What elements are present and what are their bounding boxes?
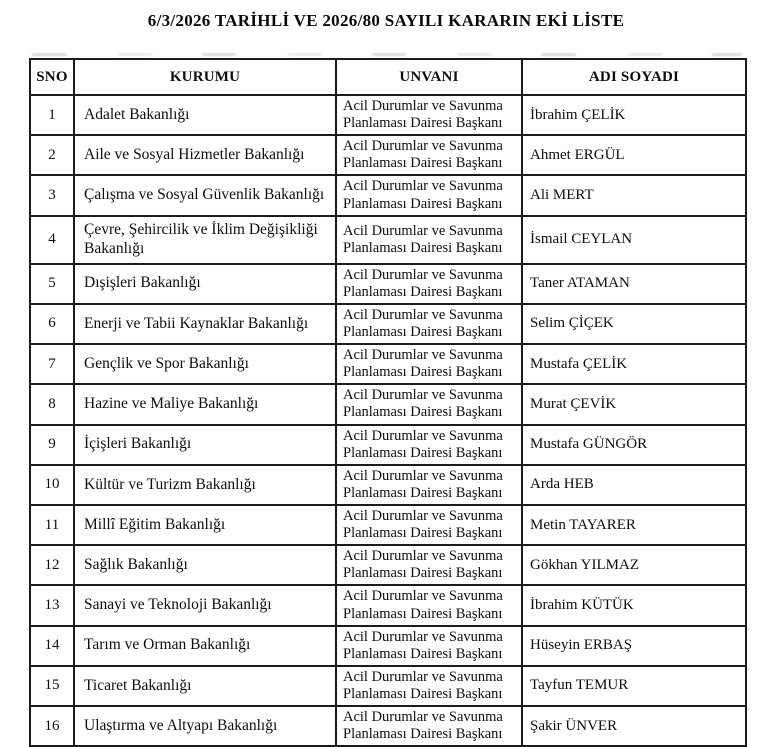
cell-kurumu: Ticaret Bakanlığı [74, 666, 336, 706]
cell-adi-soyadi: Taner ATAMAN [522, 264, 746, 304]
cell-sno: 8 [30, 384, 74, 424]
cell-kurumu: Hazine ve Maliye Bakanlığı [74, 384, 336, 424]
cell-unvani: Acil Durumlar ve Savunma Planlaması Dairesi Başkanı [336, 626, 522, 666]
cell-kurumu: Enerji ve Tabii Kaynaklar Bakanlığı [74, 304, 336, 344]
cell-kurumu: Sanayi ve Teknoloji Bakanlığı [74, 585, 336, 625]
table-row [30, 626, 746, 666]
cell-kurumu: Tarım ve Orman Bakanlığı [74, 626, 336, 666]
cell-unvani: Acil Durumlar ve Savunma Planlaması Dairesi Başkanı [336, 706, 522, 746]
cell-unvani: Acil Durumlar ve Savunma Planlaması Dairesi Başkanı [336, 505, 522, 545]
cell-unvani: Acil Durumlar ve Savunma Planlaması Dairesi Başkanı [336, 425, 522, 465]
cell-kurumu: Kültür ve Turizm Bakanlığı [74, 465, 336, 505]
table-row [30, 585, 746, 625]
header-adi-soyadi: ADI SOYADI [522, 59, 746, 95]
cell-unvani: Acil Durumlar ve Savunma Planlaması Dairesi Başkanı [336, 545, 522, 585]
table-row [30, 666, 746, 706]
cell-sno: 3 [30, 175, 74, 215]
cell-adi-soyadi: Mustafa GÜNGÖR [522, 425, 746, 465]
cell-adi-soyadi: Mustafa ÇELİK [522, 344, 746, 384]
cell-sno: 5 [30, 264, 74, 304]
cell-sno: 7 [30, 344, 74, 384]
table-row [30, 706, 746, 746]
cell-unvani: Acil Durumlar ve Savunma Planlaması Dairesi Başkanı [336, 344, 522, 384]
cell-sno: 12 [30, 545, 74, 585]
cell-adi-soyadi: Şakir ÜNVER [522, 706, 746, 746]
cell-unvani: Acil Durumlar ve Savunma Planlaması Dairesi Başkanı [336, 585, 522, 625]
table-row [30, 216, 746, 264]
cell-adi-soyadi: İsmail CEYLAN [522, 216, 746, 264]
cell-unvani: Acil Durumlar ve Savunma Planlaması Dairesi Başkanı [336, 135, 522, 175]
table-row [30, 545, 746, 585]
table-row [30, 95, 746, 135]
cell-adi-soyadi: Tayfun TEMUR [522, 666, 746, 706]
table-row [30, 344, 746, 384]
table-row [30, 135, 746, 175]
cell-unvani: Acil Durumlar ve Savunma Planlaması Dairesi Başkanı [336, 465, 522, 505]
cell-kurumu: Çevre, Şehircilik ve İklim Değişikliği Bakanlığı [74, 216, 336, 264]
cell-unvani: Acil Durumlar ve Savunma Planlaması Dairesi Başkanı [336, 264, 522, 304]
table-header-row [30, 59, 746, 95]
cell-kurumu: Aile ve Sosyal Hizmetler Bakanlığı [74, 135, 336, 175]
table-row [30, 175, 746, 215]
cell-kurumu: Dışişleri Bakanlığı [74, 264, 336, 304]
cell-sno: 15 [30, 666, 74, 706]
cell-unvani: Acil Durumlar ve Savunma Planlaması Dairesi Başkanı [336, 216, 522, 264]
table-row [30, 264, 746, 304]
cell-sno: 2 [30, 135, 74, 175]
scan-artifact [32, 53, 742, 56]
header-unvani: UNVANI [336, 59, 522, 95]
document-title: 6/3/2026 TARİHLİ VE 2026/80 SAYILI KARARIN EKİ LİSTE [147, 11, 625, 30]
cell-sno: 6 [30, 304, 74, 344]
cell-sno: 1 [30, 95, 74, 135]
cell-kurumu: Sağlık Bakanlığı [74, 545, 336, 585]
cell-adi-soyadi: Gökhan YILMAZ [522, 545, 746, 585]
cell-adi-soyadi: Metin TAYARER [522, 505, 746, 545]
cell-adi-soyadi: Hüseyin ERBAŞ [522, 626, 746, 666]
cell-sno: 11 [30, 505, 74, 545]
cell-sno: 16 [30, 706, 74, 746]
cell-unvani: Acil Durumlar ve Savunma Planlaması Dairesi Başkanı [336, 666, 522, 706]
cell-unvani: Acil Durumlar ve Savunma Planlaması Dairesi Başkanı [336, 384, 522, 424]
table-row [30, 425, 746, 465]
cell-sno: 14 [30, 626, 74, 666]
cell-adi-soyadi: Ahmet ERGÜL [522, 135, 746, 175]
table-row [30, 465, 746, 505]
header-kurumu: KURUMU [74, 59, 336, 95]
cell-kurumu: Adalet Bakanlığı [74, 95, 336, 135]
cell-adi-soyadi: Arda HEB [522, 465, 746, 505]
cell-adi-soyadi: Ali MERT [522, 175, 746, 215]
cell-sno: 10 [30, 465, 74, 505]
cell-sno: 4 [30, 216, 74, 264]
header-sno: SNO [30, 59, 74, 95]
cell-kurumu: Gençlik ve Spor Bakanlığı [74, 344, 336, 384]
table-row [30, 505, 746, 545]
annex-list-table [29, 58, 747, 747]
cell-adi-soyadi: Murat ÇEVİK [522, 384, 746, 424]
cell-sno: 13 [30, 585, 74, 625]
cell-kurumu: Çalışma ve Sosyal Güvenlik Bakanlığı [74, 175, 336, 215]
table-row [30, 384, 746, 424]
cell-adi-soyadi: İbrahim KÜTÜK [522, 585, 746, 625]
table-row [30, 304, 746, 344]
cell-adi-soyadi: İbrahim ÇELİK [522, 95, 746, 135]
cell-adi-soyadi: Selim ÇİÇEK [522, 304, 746, 344]
cell-kurumu: İçişleri Bakanlığı [74, 425, 336, 465]
cell-kurumu: Millî Eğitim Bakanlığı [74, 505, 336, 545]
cell-unvani: Acil Durumlar ve Savunma Planlaması Dairesi Başkanı [336, 175, 522, 215]
cell-unvani: Acil Durumlar ve Savunma Planlaması Dairesi Başkanı [336, 95, 522, 135]
cell-unvani: Acil Durumlar ve Savunma Planlaması Dairesi Başkanı [336, 304, 522, 344]
cell-sno: 9 [30, 425, 74, 465]
cell-kurumu: Ulaştırma ve Altyapı Bakanlığı [74, 706, 336, 746]
